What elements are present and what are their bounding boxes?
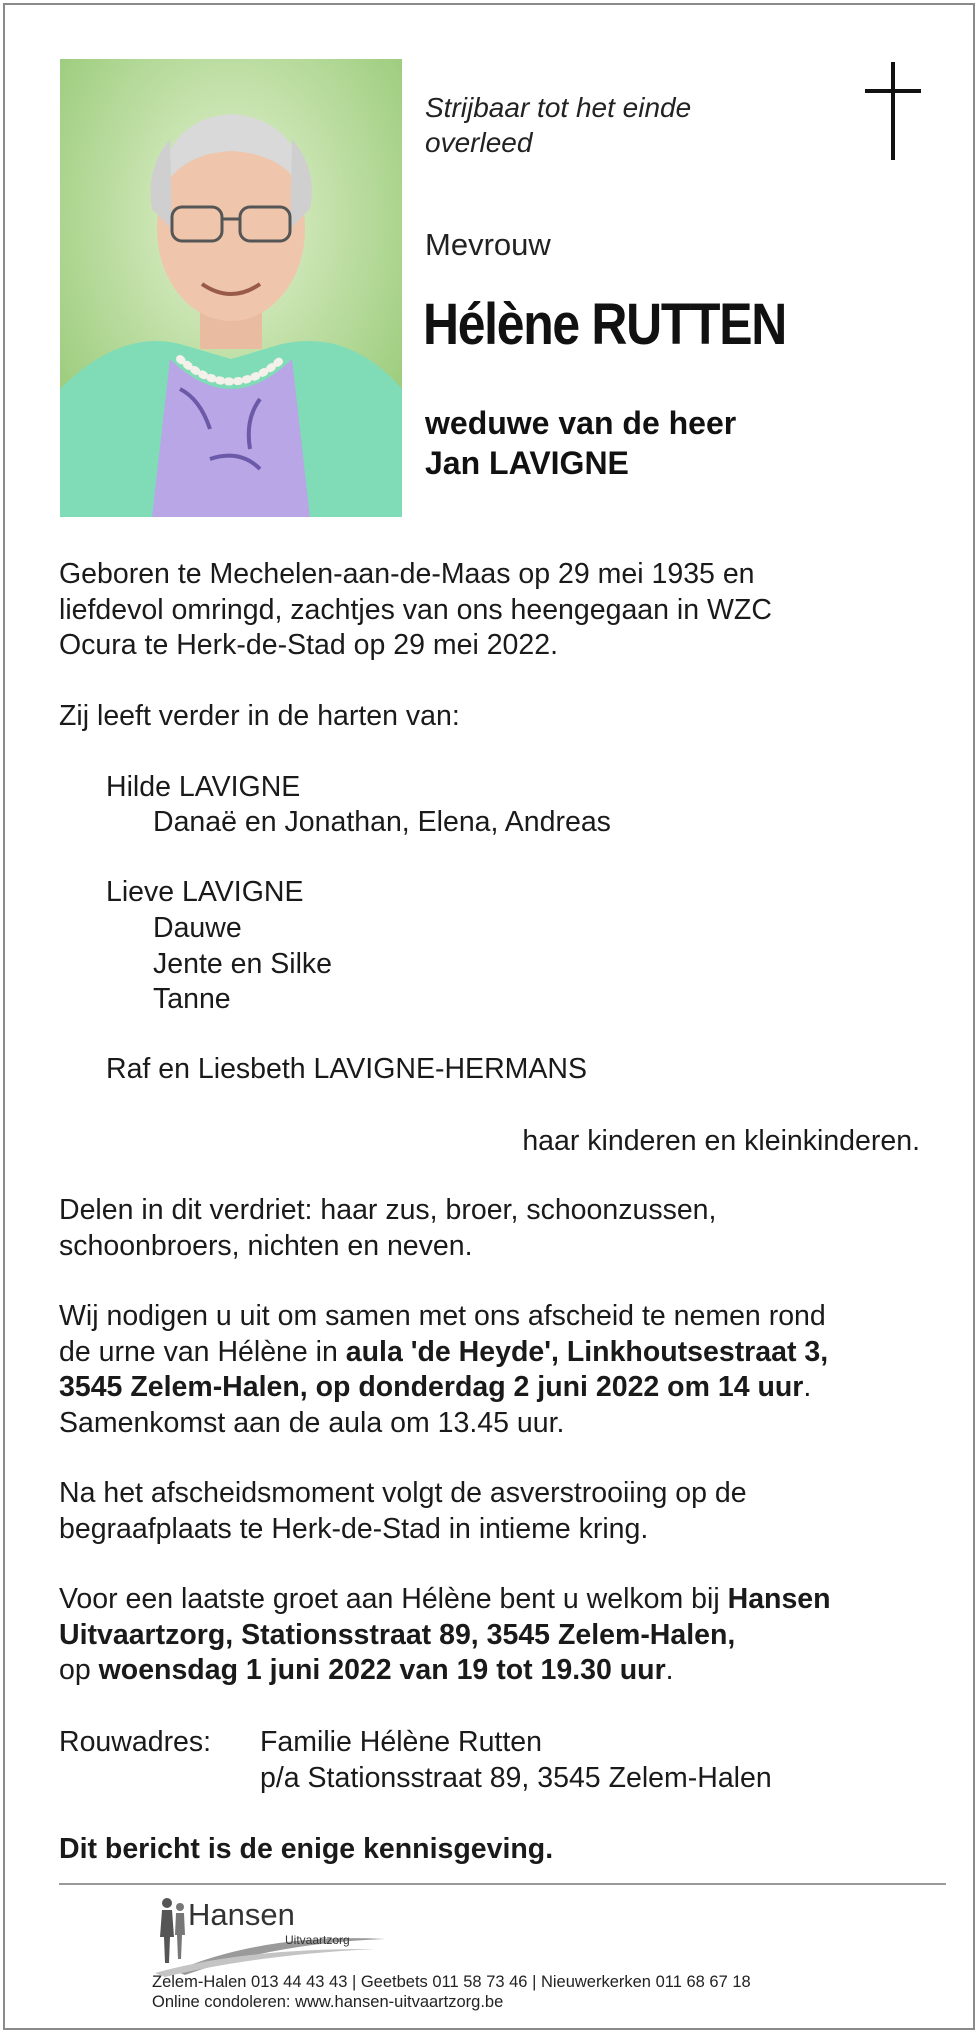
visit-datetime: woensdag 1 juni 2022 van 19 tot 19.30 uur: [98, 1654, 666, 1686]
birth-line-1: Geboren te Mechelen-aan-de-Maas op 29 mei 1935 en: [59, 558, 755, 590]
cross-icon: [865, 62, 921, 160]
address-block: [260, 1725, 772, 1796]
grandchildren-lieve: [153, 911, 332, 1018]
visit-line-1: Voor een laatste groet aan Hélène bent u welkom bij Hansen: [59, 1583, 831, 1615]
intro-line-1: Strijbaar tot het einde: [425, 92, 692, 123]
grandchildren-hilde: Danaë en Jonathan, Elena, Andreas: [153, 806, 611, 838]
footer-online-link[interactable]: Online condoleren: www.hansen-uitvaartzorg.be: [152, 1993, 504, 2011]
intro-line-2: overleed: [425, 127, 533, 158]
farewell-line-3: 3545 Zelem-Halen, op donderdag 2 juni 2022 om 14 uur.: [59, 1371, 812, 1403]
child-raf: Raf en Liesbeth LAVIGNE-HERMANS: [106, 1053, 587, 1085]
intro-text: [425, 90, 691, 160]
grief-paragraph: [59, 1193, 716, 1264]
spouse-line-1: weduwe van de heer: [425, 405, 737, 441]
birth-line-2: liefdevol omringd, zachtjes van ons heengegaan in WZC: [59, 593, 772, 626]
grief-line-2: schoonbroers, nichten en neven.: [59, 1229, 473, 1262]
grandchild-line: Tanne: [153, 983, 231, 1015]
farewell-datetime: 3545 Zelem-Halen, op donderdag 2 juni 2022 om 14 uur: [59, 1371, 804, 1403]
footer-contacts: Zelem-Halen 013 44 43 43 | Geetbets 011 58 73 46 | Nieuwerkerken 011 68 67 18: [152, 1973, 751, 1991]
burial-paragraph: [59, 1476, 747, 1547]
grandchild-line: Jente en Silke: [153, 947, 333, 980]
birth-line-3: Ocura te Herk-de-Stad op 29 mei 2022.: [59, 629, 559, 661]
visit-paragraph: [59, 1582, 831, 1689]
farewell-paragraph: [59, 1299, 828, 1441]
address-line-2: p/a Stationsstraat 89, 3545 Zelem-Halen: [260, 1761, 772, 1794]
farewell-line-2: de urne van Hélène in aula 'de Heyde', Linkhoutsestraat 3,: [59, 1335, 829, 1368]
farewell-location: aula 'de Heyde', Linkhoutsestraat 3,: [345, 1335, 829, 1368]
farewell-line-4: Samenkomst aan de aula om 13.45 uur.: [59, 1406, 565, 1439]
spouse-info: [425, 403, 736, 483]
notice-text: Dit bericht is de enige kennisgeving.: [59, 1833, 554, 1865]
visit-line-3: op woensdag 1 juni 2022 van 19 tot 19.30 uur.: [59, 1654, 674, 1686]
logo-subtitle: Uitvaartzorg: [285, 1933, 350, 1947]
deceased-name: Hélène RUTTEN: [423, 292, 786, 357]
birth-paragraph: [59, 557, 772, 664]
visit-line-2: Uitvaartzorg, Stationsstraat 89, 3545 Zelem-Halen,: [59, 1618, 736, 1651]
grandchild-line: Dauwe: [153, 912, 242, 944]
survivors-closing: haar kinderen en kleinkinderen.: [522, 1125, 920, 1157]
spouse-line-2: Jan LAVIGNE: [425, 445, 629, 481]
footer-divider: [59, 1883, 946, 1885]
survivors-intro: Zij leeft verder in de harten van:: [59, 700, 460, 732]
logo-name: Hansen: [188, 1897, 295, 1932]
burial-line-2: begraafplaats te Herk-de-Stad in intieme kring.: [59, 1512, 649, 1545]
grief-line-1: Delen in dit verdriet: haar zus, broer, schoonzussen,: [59, 1194, 717, 1226]
burial-line-1: Na het afscheidsmoment volgt de asverstrooiing op de: [59, 1477, 747, 1509]
portrait-photo: [60, 59, 402, 517]
child-lieve: Lieve LAVIGNE: [106, 876, 304, 908]
salutation: Mevrouw: [425, 227, 551, 262]
address-line-1: Familie Hélène Rutten: [260, 1726, 542, 1758]
address-label: Rouwadres:: [59, 1726, 212, 1758]
child-hilde: Hilde LAVIGNE: [106, 771, 301, 803]
farewell-line-1: Wij nodigen u uit om samen met ons afscheid te nemen rond: [59, 1300, 826, 1332]
